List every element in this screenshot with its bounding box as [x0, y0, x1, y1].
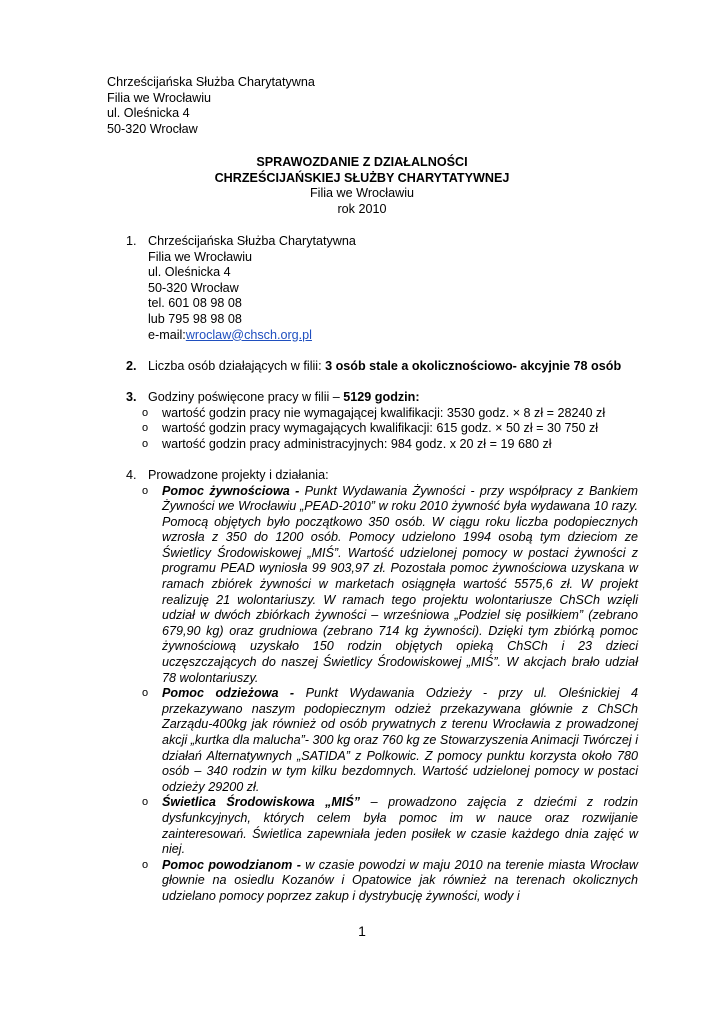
contact-email	[148, 328, 638, 344]
project-title: Pomoc powodzianom -	[162, 857, 306, 872]
report-sections	[118, 234, 638, 905]
projects-heading: Prowadzone projekty i działania:	[148, 467, 329, 482]
contact-phone: tel. 601 08 98 08	[148, 296, 242, 311]
title-line-2: CHRZEŚCIJAŃSKIEJ SŁUŻBY CHARYTATYWNEJ	[214, 170, 510, 185]
header-line-street: ul. Oleśnicka 4	[107, 106, 190, 121]
contact-phone-alt: lub 795 98 98 08	[148, 311, 242, 326]
section-3-hours	[118, 390, 638, 406]
page-number: 1	[358, 923, 366, 939]
project-description: Punkt Wydawania Żywności - przy współpracy z Bankiem Żywności we Wrocławiu „PEAD-2010” w roku 2010 żywność była wydawana 10 razy. Pomocą objętych było początkowo 350 osób. W ciągu roku liczba podopiecznych wzrosła z 350 do 1200 osób. Pomocy udzielono 1994 osobą tym dzieciom ze Świetlicy Środowiskowej „MIŚ”. Wartość udzielonej pomocy w postaci żywności z programu PEAD wyniosła 99 903,97 zł. Pozostała pomoc żywnościowa uzyskana w ramach zbiórek żywności w marketach osiągnęła wartość 5575,6 zł. W projekt realizuję 21 wolontariuszy. W ramach tego projektu wolontariusze ChSCh wzięli udział w dwóch zbiórkach żywności – wrześniowa „Podziel się posiłkiem” (zebrano 679,90 kg) oraz grudniowa (zebrano 714 kg żywności). Dzięki tym zbiórką pomoc żywnościową uzyskało 150 rodzin objętych opieką ChSCh i 23 dzieci uczęszczających do naszej Świetlicy Środowiskowej „MIŚ”. W akcjach brało udział 78 wolontariuszy.	[162, 483, 638, 685]
section-1-contact	[118, 234, 638, 343]
bullet-icon: o	[142, 437, 149, 450]
bullet-icon: o	[142, 796, 149, 809]
section-2-people	[118, 359, 638, 375]
people-label: Liczba osób działających w filii:	[148, 358, 326, 373]
bullet-icon: o	[142, 858, 149, 871]
title-line-1: SPRAWOZDANIE Z DZIAŁALNOŚCI	[256, 155, 468, 169]
project-community-center	[118, 795, 638, 857]
section-4-projects	[118, 468, 638, 484]
header-line-org: Chrześcijańska Służba Charytatywna	[107, 75, 315, 89]
project-description: Punkt Wydawania Odzieży - przy ul. Oleśnickiej 4 przekazywano naszym podopiecznym odzież przekazywana głównie z ChSCh Zarządu-400kg jak również od osób prywatnych z terenu Wrocławia z prowadzonej akcji „kurtka dla malucha”- 300 kg oraz 760 kg ze Stowarzyszenia Animacji Twórczej i działań Alternatywnych „SATIDA” z Polkowic. Z pomocy punktu korzysta około 780 osób – 340 rodzin w tym kilku bezdomnych. Wartość udzielonej pomocy w postaci odzieży 29200 zł.	[162, 686, 639, 794]
project-title: Pomoc żywnościowa -	[162, 483, 305, 498]
hours-label: Godziny poświęcone pracy w filii –	[148, 389, 344, 404]
project-description: – prowadzono zajęcia z dziećmi z rodzin dysfunkcyjnych, których celem była pomoc im w nauce oraz rozwijanie zainteresowań. Świetlica zapewniała jeden posiłek w czasie każdego dnia zajęć w niej.	[162, 795, 638, 857]
project-clothing-aid	[118, 686, 638, 795]
hours-bullet: o wartość godzin pracy wymagających kwalifikacji: 615 godz. × 50 zł = 30 750 zł	[142, 421, 599, 436]
report-title	[0, 155, 724, 217]
bullet-icon: o	[142, 687, 149, 700]
email-link[interactable]: wroclaw@chsch.org.pl	[185, 327, 312, 342]
project-food-aid	[118, 484, 638, 687]
bullet-icon: o	[142, 422, 149, 435]
project-title: Świetlica Środowiskowa „MIŚ”	[162, 795, 361, 810]
bullet-icon: o	[142, 484, 149, 497]
project-description: w czasie powodzi w maju 2010 na terenie miasta Wrocław głownie na osiedlu Kozanów i Opatowice jak również na terenach okolicznych udzielano pomocy poprzez zakup i dystrybucję żywności, wody i	[162, 857, 638, 903]
project-title: Pomoc odzieżowa -	[162, 686, 306, 701]
contact-city: 50-320 Wrocław	[148, 280, 239, 295]
hours-bullet: o wartość godzin pracy nie wymagającej kwalifikacji: 3530 godz. × 8 zł = 28240 zł	[142, 405, 606, 420]
bullet-icon: o	[142, 406, 149, 419]
hours-total: 5129 godzin:	[343, 389, 420, 404]
people-count: 3 osób stale a okolicznościowo- akcyjnie 78 osób	[325, 358, 622, 373]
contact-street: ul. Oleśnicka 4	[148, 265, 231, 280]
contact-branch: Filia we Wrocławiu	[148, 249, 253, 264]
contact-org: Chrześcijańska Służba Charytatywna	[148, 234, 356, 248]
header-line-city: 50-320 Wrocław	[107, 121, 198, 136]
section-number: 3.	[126, 389, 137, 404]
email-prefix: e-mail:	[148, 327, 186, 342]
header-line-branch: Filia we Wrocławiu	[107, 90, 212, 105]
title-line-3: Filia we Wrocławiu	[309, 186, 415, 201]
project-flood-aid	[118, 858, 638, 905]
sender-address	[107, 75, 315, 137]
section-number: 2.	[126, 358, 137, 373]
section-number: 4.	[126, 467, 137, 482]
title-line-4: rok 2010	[337, 201, 387, 216]
section-number: 1.	[126, 234, 137, 248]
hours-bullet: o wartość godzin pracy administracyjnych: 984 godz. x 20 zł = 19 680 zł	[142, 436, 552, 451]
